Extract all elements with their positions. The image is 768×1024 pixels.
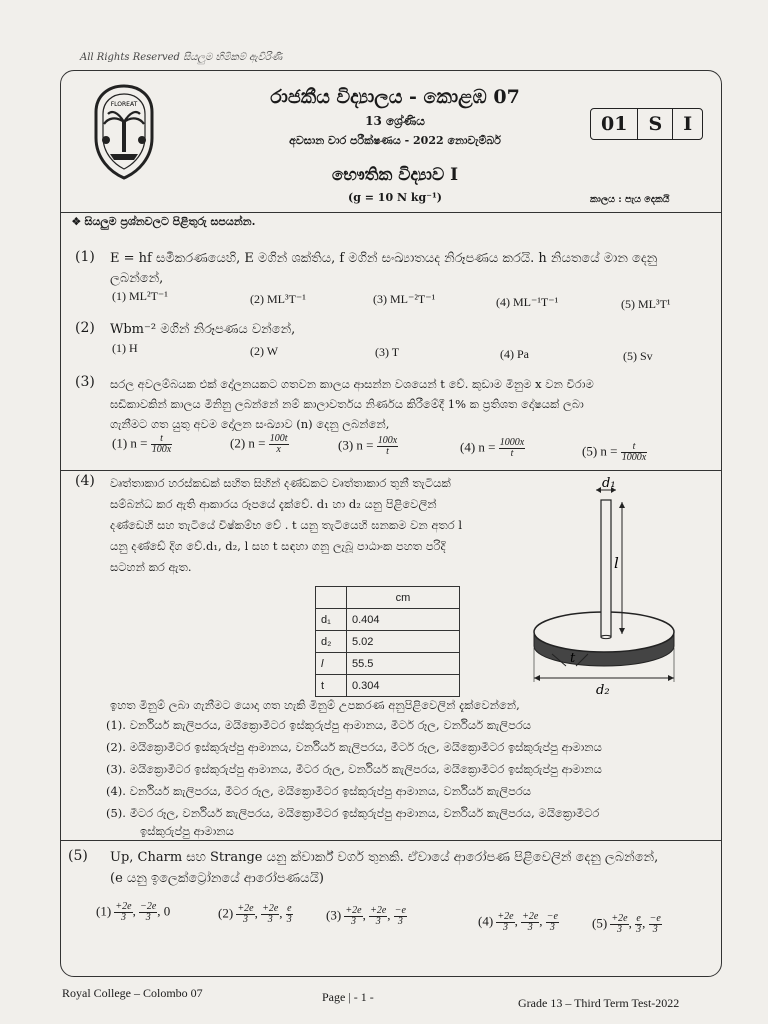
paper-code-part: S <box>637 109 672 139</box>
fraction-denominator: 3 <box>121 912 127 923</box>
q4-line: දණ්ඩෙහි සහ තැටියේ විෂ්කම්භ වේ . t යනු තැටියෙහි ඝනකම වන අතර l <box>110 518 463 532</box>
crest-text: FLOREAT <box>110 101 138 108</box>
table-row <box>316 653 460 675</box>
fraction <box>521 912 539 933</box>
fraction-numerator: +2e <box>497 911 514 922</box>
fraction-denominator: 1000x <box>621 452 647 463</box>
label-d2: d₂ <box>596 683 610 696</box>
q3-option-label: (3) n = <box>338 437 377 453</box>
table-header-row <box>316 587 460 609</box>
fraction <box>261 904 279 925</box>
q4-option: (1). වර්නියර් කැලිපරය, මයික්‍රොමීටර ඉස්කුරුප්පු ආමානය, මීටර් රූල, වර්නියර් කැලිපරය <box>106 718 532 732</box>
q3-option-label: (2) n = <box>230 435 269 451</box>
fraction-denominator: x <box>276 444 281 455</box>
row-symbol: l <box>316 653 347 675</box>
q5-option-label: (1) <box>96 903 115 919</box>
fraction <box>139 902 157 923</box>
q1-option: (4) ML⁻¹T⁻¹ <box>496 295 559 309</box>
question-number: (3) <box>75 374 95 390</box>
paper-code-part: 01 <box>601 113 628 135</box>
fraction <box>286 904 293 925</box>
fraction-denominator: 100x <box>151 444 172 455</box>
fraction-numerator: −e <box>394 905 406 916</box>
section-divider-q5 <box>60 840 722 841</box>
comma: , <box>279 905 286 921</box>
fraction-numerator: −e <box>546 911 558 922</box>
q5-option-tail: 0 <box>163 903 171 919</box>
fraction-denominator: t <box>510 448 514 459</box>
fraction-denominator: 3 <box>652 924 658 935</box>
fraction-numerator: +2e <box>370 905 387 916</box>
comma: , <box>539 913 546 929</box>
q2-text: Wbm⁻² මගින් නිරූපණය වන්නේ, <box>110 322 296 337</box>
q1-text-cont: ලබන්නේ, <box>110 271 164 286</box>
fraction <box>499 438 525 459</box>
row-symbol: d₂ <box>316 631 347 653</box>
rights-notice: All Rights Reserved සියලුම හිමිකම් ඇවිරිණි <box>80 52 283 63</box>
q2-option: (1) H <box>112 341 138 355</box>
q4-option: (3). මයික්‍රොමීටර ඉස්කුරුප්පු ආමානය, මීටර රූල, වර්නියර් කැලිපරය, මයික්‍රොමීටර ඉස්කුරුප්පු ආමානය <box>106 762 602 776</box>
row-value: 0.404 <box>347 609 460 631</box>
fraction-denominator: 3 <box>636 924 642 935</box>
question-number: (2) <box>75 320 95 336</box>
fraction-numerator: e <box>636 913 641 924</box>
header-divider <box>60 212 722 213</box>
fraction-denominator: 3 <box>397 916 403 927</box>
q5-text: Up, Charm සහ Strange යනු ක්වාර්ක් වර්ග තුනකි. ඒවායේ ආරෝපණ පිළිවෙලින් දෙනු ලබන්නේ, <box>110 850 659 865</box>
fraction-numerator: −2e <box>140 901 157 912</box>
comma: , <box>514 913 522 929</box>
question-number: (1) <box>75 249 95 265</box>
fraction-numerator: t <box>621 442 647 453</box>
q5-option-label: (4) <box>478 913 497 929</box>
fraction <box>151 434 172 455</box>
row-value: 55.5 <box>347 653 460 675</box>
q5-option-label: (2) <box>218 905 237 921</box>
q3-option <box>460 438 525 459</box>
comma: , <box>628 915 636 931</box>
fraction <box>621 442 647 463</box>
fraction <box>269 434 289 455</box>
unit-header: cm <box>347 587 460 609</box>
fraction-numerator: 100t <box>269 433 288 444</box>
q5-option <box>96 902 170 923</box>
fraction <box>394 906 407 927</box>
comma: , <box>132 903 140 919</box>
measurement-table <box>315 586 460 697</box>
comma: , <box>387 907 394 923</box>
q3-line: ගැනීමට ගත යුතු අවම දෝලන සංඛ්‍යාව (n) දෙනු ලබන්නේ, <box>110 417 390 431</box>
fraction-numerator: +2e <box>611 913 628 924</box>
footer-test: Grade 13 – Third Term Test-2022 <box>518 996 680 1010</box>
fraction-denominator: t <box>386 446 389 457</box>
q5-option-label: (3) <box>326 907 345 923</box>
footer-school: Royal College – Colombo 07 <box>62 986 203 1000</box>
table-row <box>316 609 460 631</box>
time-allowed: කාලය : පැය දෙකයි <box>590 194 670 205</box>
fraction <box>649 914 662 935</box>
comma: , <box>362 907 370 923</box>
fraction-numerator: +2e <box>115 901 132 912</box>
q4-line: යනු දණ්ඩේ දිග වේ.d₁, d₂, l සහ t සඳහා ගනු ලැබූ පාඨාංක පහත පරිදි <box>110 539 446 553</box>
q3-option <box>582 442 647 463</box>
q3-option <box>230 434 289 455</box>
q5-option <box>218 904 293 925</box>
fraction-denominator: 3 <box>351 916 357 927</box>
fraction-denominator: 3 <box>243 914 249 925</box>
q5-option <box>478 912 559 933</box>
fraction-numerator: +2e <box>237 903 254 914</box>
row-value: 0.304 <box>347 675 460 697</box>
q3-option-label: (4) n = <box>460 439 499 455</box>
q2-option: (5) Sv <box>623 349 653 363</box>
q5-option-label: (5) <box>592 915 611 931</box>
fraction-numerator: 100x <box>377 435 398 446</box>
comma: , <box>254 905 262 921</box>
fraction <box>377 436 398 457</box>
q5-option <box>326 906 407 927</box>
q3-line: සරල අවලම්බයක එක් දෝලනයකට ගතවන කාලය ආසන්න වශයෙන් t වේ. කුඩාම මිනුම x වන විරාම <box>110 377 594 391</box>
q2-option: (2) W <box>250 344 279 358</box>
comma: , <box>157 903 164 919</box>
q1-option: (1) ML²T⁻¹ <box>112 289 168 303</box>
fraction-numerator: t <box>151 434 172 445</box>
q3-option-label: (5) n = <box>582 443 621 459</box>
q4-option: (5). මීටර රූල, වර්නියර් කැලිපරය, මයික්‍රොමීටර ඉස්කුරුප්පු ආමානය, වර්නියර් කැලිපරය, මයික්‍රොමීටර <box>106 806 600 820</box>
label-t: t <box>570 651 576 666</box>
q3-line: ඝඩිකාවකින් කාලය මිනිනු ලබන්නේ නම් කාලාවර්තය නිර්ණය කිරීමේදී 1% ක ප්‍රතිශත දෝෂයක් ලබා <box>110 397 584 411</box>
fraction <box>496 912 514 933</box>
q3-option <box>112 434 172 455</box>
fraction-numerator: e <box>287 903 292 914</box>
label-l: l <box>614 554 619 572</box>
gravity-note: (g = 10 N kg⁻¹) <box>348 191 442 204</box>
rod-disk-figure <box>530 476 710 696</box>
table-row <box>316 631 460 653</box>
grade-label: 13 ශ්‍රේණිය <box>365 114 425 128</box>
fraction <box>369 906 387 927</box>
q1-option: (3) ML⁻²T⁻¹ <box>373 292 436 306</box>
q1-text: E = hf සමීකරණයෙහි, E මගින් ශක්තිය, f මගින් සංඛ්‍යාතයද නිරූපණය කරයි. h නියතයේ මාන දෙනු <box>110 251 658 266</box>
instruction: ❖ සියලුම ප්‍රශ්නවලට පිළිතුරු සපයන්න. <box>72 215 256 228</box>
section-divider-q4 <box>60 470 722 471</box>
school-name: රාජකීය විද්‍යාලය - කොළඹ 07 <box>270 86 520 108</box>
fraction-denominator: 3 <box>527 922 533 933</box>
fraction-denominator: 3 <box>549 922 555 933</box>
q4-line: සටහන් කර ඇත. <box>110 560 192 574</box>
q4-option: (2). මයික්‍රොමීටර ඉස්කුරුප්පු ආමානය, වර්නියර් කැලිපරය, මීටර් රූල, මයික්‍රොමීටර ඉස්කුරුප්පු ආමානය <box>106 740 602 754</box>
question-number: (5) <box>68 848 88 864</box>
row-symbol: t <box>316 675 347 697</box>
q3-option-label: (1) n = <box>112 435 151 451</box>
q4-line: සම්බන්ධ කර ඇති ආකාරය රූපයේ දැක්වේ. d₁ හා d₂ යනු පිළිවෙලින් <box>110 497 437 511</box>
fraction-numerator: +2e <box>522 911 539 922</box>
row-value: 5.02 <box>347 631 460 653</box>
fraction-numerator: +2e <box>345 905 362 916</box>
fraction-denominator: 3 <box>267 914 273 925</box>
fraction-denominator: 3 <box>375 916 381 927</box>
page-number: Page | - 1 - <box>322 990 374 1004</box>
paper-code-part: I <box>672 109 702 139</box>
exam-label: අවසාන වාර පරීක්ෂණය - 2022 නොවැම්බර් <box>289 134 501 147</box>
label-d1: d₁ <box>602 476 616 491</box>
fraction <box>236 904 254 925</box>
subject-title: භෞතික විද්‍යාව I <box>331 165 459 185</box>
fraction <box>610 914 628 935</box>
fraction <box>546 912 559 933</box>
q2-option: (4) Pa <box>500 347 529 361</box>
paper-code <box>590 108 703 140</box>
fraction-numerator: −e <box>649 913 661 924</box>
q5-option <box>592 914 662 935</box>
table-row <box>316 675 460 697</box>
fraction-denominator: 3 <box>617 924 623 935</box>
fraction-denominator: 3 <box>286 914 292 925</box>
fraction-denominator: 3 <box>145 912 151 923</box>
question-number: (4) <box>75 473 95 489</box>
school-crest-icon <box>88 82 160 182</box>
q5-text-cont: (e යනු ඉලෙක්ට්‍රෝනයේ ආරෝපණයයි) <box>110 871 324 886</box>
row-symbol: d₁ <box>316 609 347 631</box>
fraction-numerator: 1000x <box>499 437 525 448</box>
fraction <box>344 906 362 927</box>
comma: , <box>642 915 649 931</box>
q4-line: වෘත්තාකාර හරස්කඩක් සහිත සිහින් දණ්ඩකට වෘත්තාකාර තුනී තැටියක් <box>110 476 451 490</box>
fraction-numerator: +2e <box>262 903 279 914</box>
q4-intro: ඉහත මිනුම් ලබා ගැනීමට යොදා ගත හැකි මිනුම් උපකරණ අනුපිළිවෙලින් දැක්වෙන්නේ, <box>110 698 520 712</box>
fraction <box>114 902 132 923</box>
q4-option-cont: ඉස්කුරුප්පු ආමානය <box>140 824 234 838</box>
q1-option: (5) ML³T¹ <box>621 297 671 311</box>
q2-option: (3) T <box>375 345 400 359</box>
q3-option <box>338 436 398 457</box>
fraction-denominator: 3 <box>503 922 509 933</box>
q4-option: (4). වර්නියර් කැලිපරය, මීටර රූල, මයික්‍රොමීටර ඉස්කුරුප්පු ආමානය, වර්නියර් කැලිපරය <box>106 784 532 798</box>
q1-option: (2) ML³T⁻¹ <box>250 292 306 306</box>
